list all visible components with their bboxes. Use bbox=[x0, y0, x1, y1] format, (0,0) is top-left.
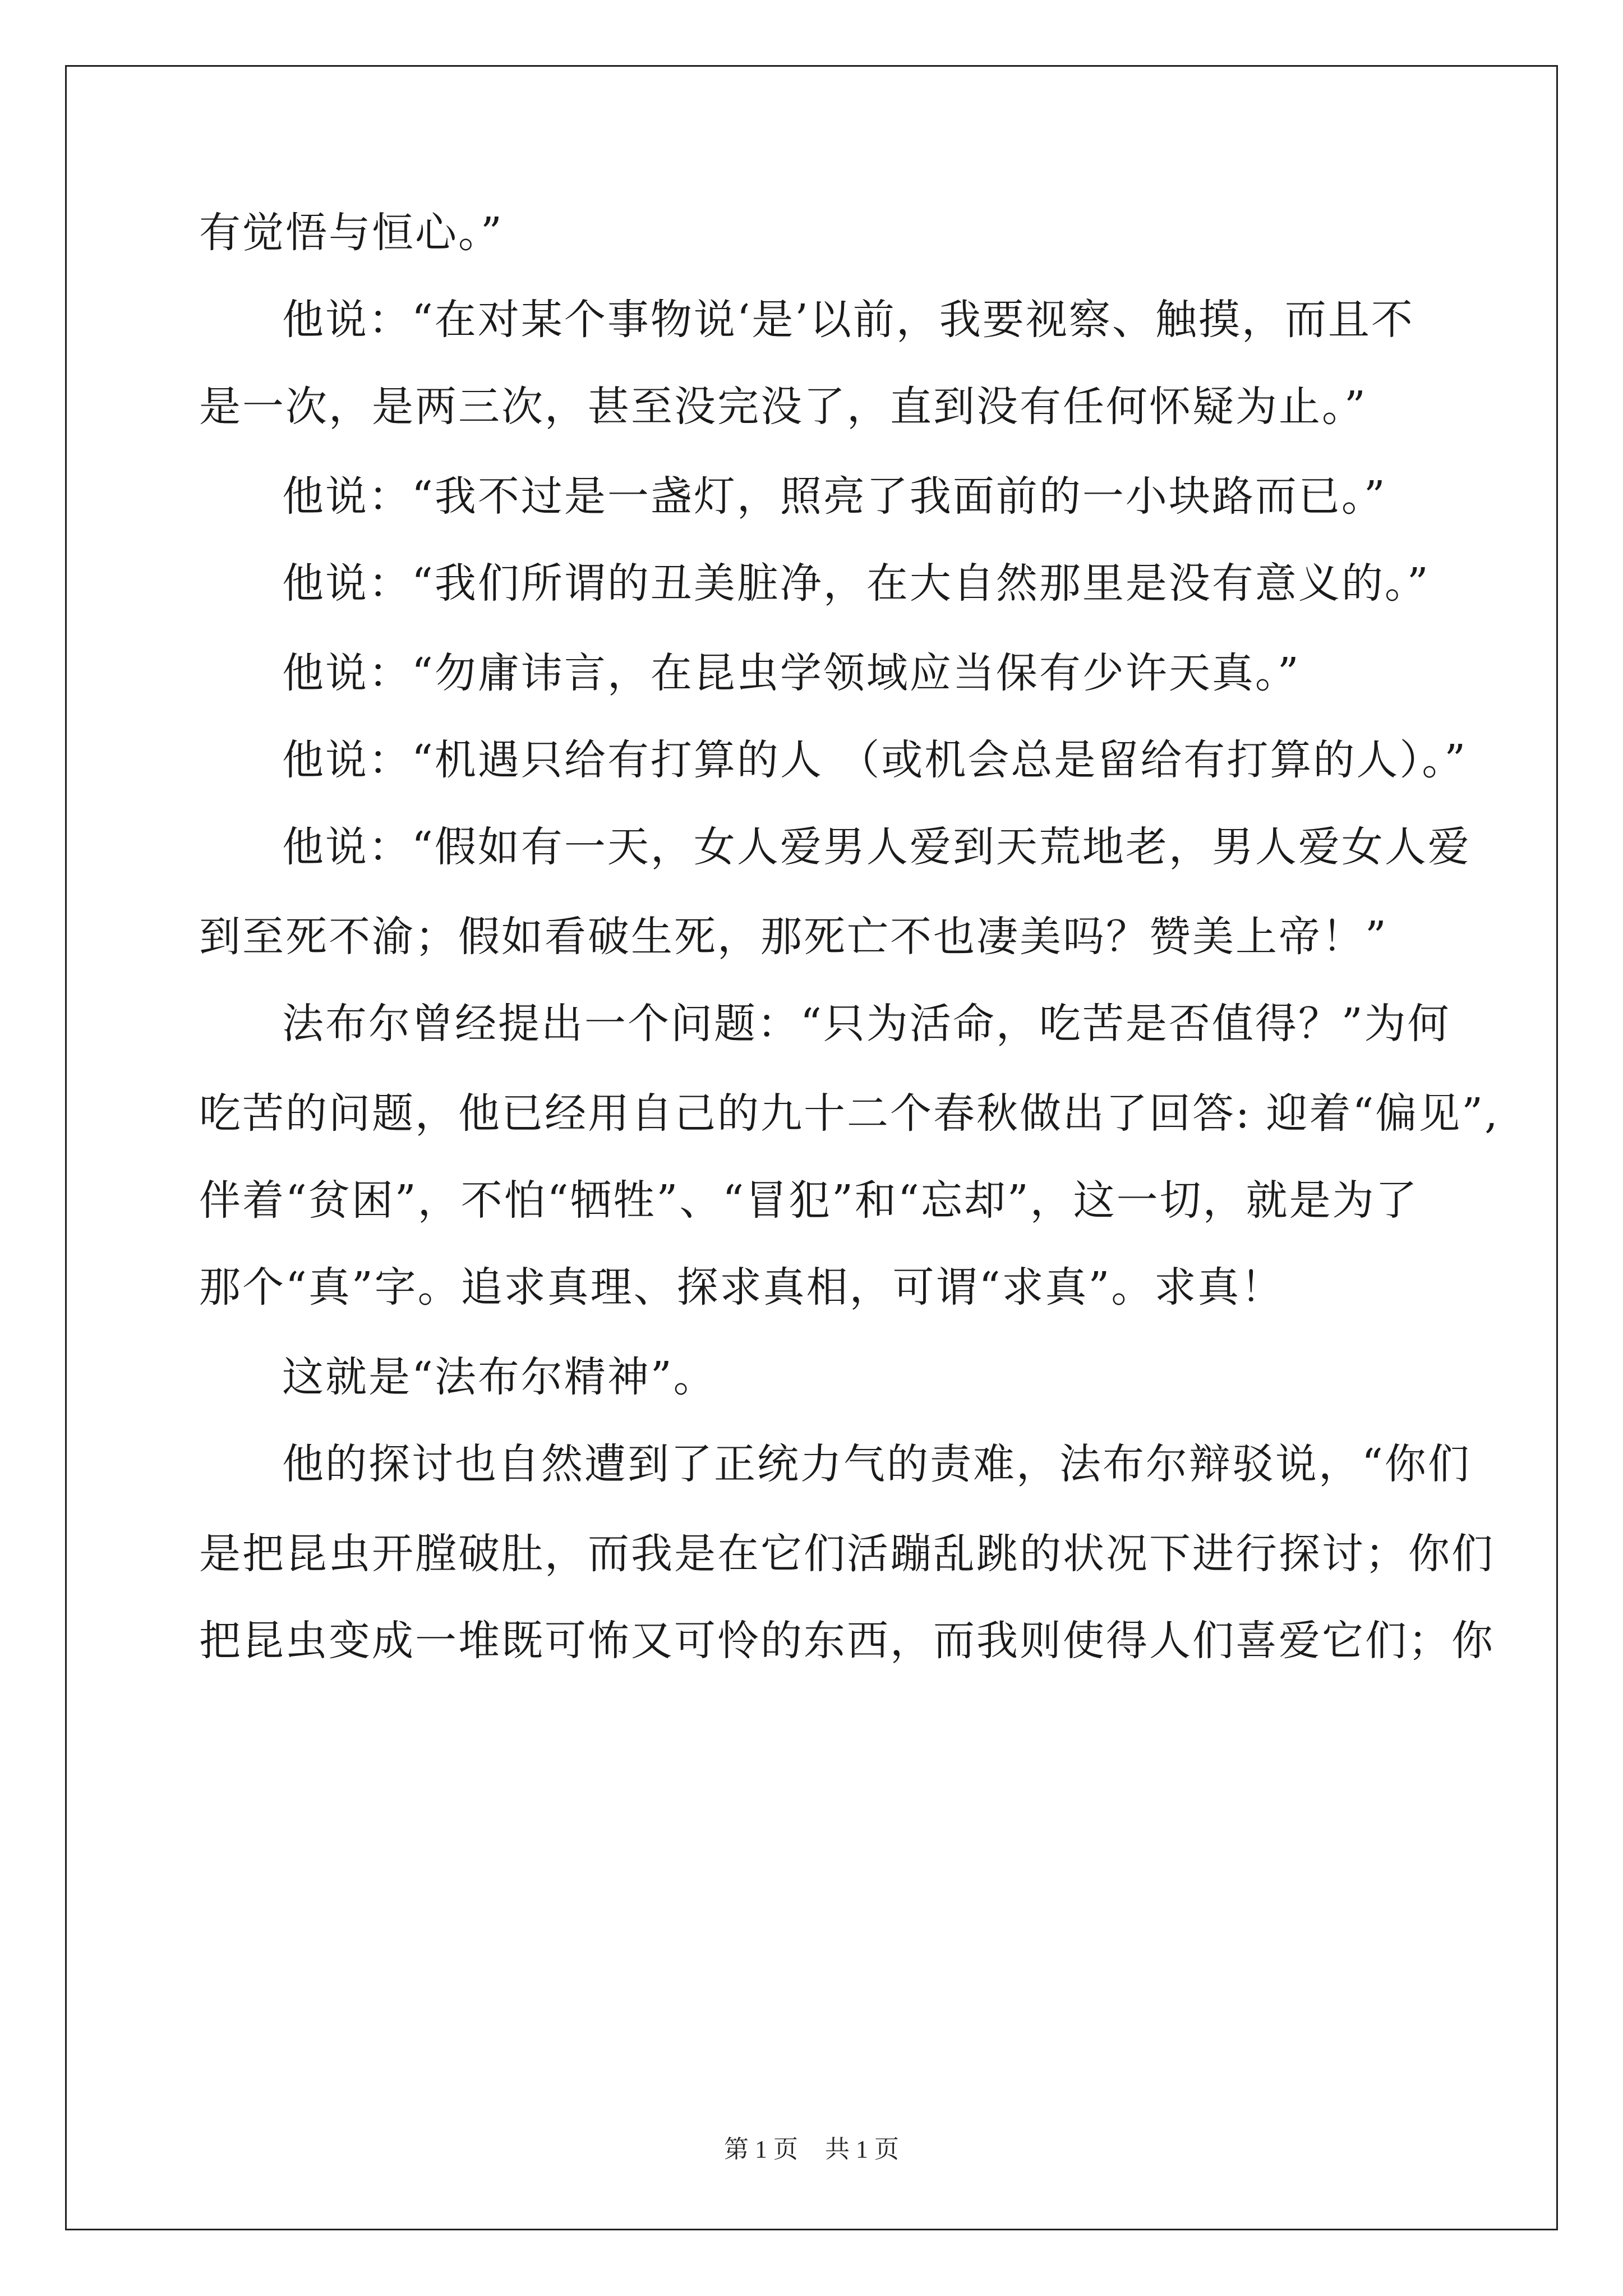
text-line: 他的探讨也自然遭到了正统力气的责难，法布尔辩驳说，“你们 bbox=[282, 1440, 1471, 1488]
text-line: 到至死不渝；假如看破生死，那死亡不也凄美吗？赞美上帝！” bbox=[199, 913, 1388, 961]
text-line: 有觉悟与恒心。” bbox=[199, 209, 504, 257]
text-line: 这就是“法布尔精神”。 bbox=[282, 1353, 717, 1401]
page-total: 共 1 页 bbox=[825, 2136, 899, 2163]
text-line: 他说：“在对某个事物说‘是’以前，我要视察、触摸，而且不 bbox=[282, 296, 1414, 344]
text-line: 他说：“勿庸讳言，在昆虫学领域应当保有少许天真。” bbox=[282, 649, 1301, 697]
text-line: 他说：“机遇只给有打算的人 （或机会总是留给有打算的人）。” bbox=[282, 736, 1468, 784]
text-line: 他说：“假如有一天，女人爱男人爱到天荒地老，男人爱女人爱 bbox=[282, 823, 1471, 871]
text-line: 法布尔曾经提出一个问题：“只为活命，吃苦是否值得？”为何 bbox=[282, 1000, 1451, 1048]
text-line: 吃苦的问题，他已经用自己的九十二个春秋做出了回答: 迎着“偏见”, bbox=[199, 1089, 1500, 1138]
page-number: 第 1 页 bbox=[724, 2136, 798, 2163]
page-footer bbox=[0, 2133, 1623, 2166]
text-line: 是把昆虫开膛破肚，而我是在它们活蹦乱跳的状况下进行探讨；你们 bbox=[199, 1530, 1495, 1578]
text-line: 他说：“我不过是一盏灯，照亮了我面前的一小块路而已。” bbox=[282, 472, 1387, 521]
text-line: 是一次，是两三次，甚至没完没了，直到没有任何怀疑为止。” bbox=[199, 383, 1367, 431]
text-line: 把昆虫变成一堆既可怖又可怜的东西，而我则使得人们喜爱它们；你 bbox=[199, 1617, 1495, 1665]
text-line: 他说：“我们所谓的丑美脏净，在大自然那里是没有意义的。” bbox=[282, 559, 1430, 608]
text-line: 那个“真”字。追求真理、探求真相，可谓“求真”。求真！ bbox=[199, 1263, 1284, 1312]
text-line: 伴着“贫困”，不怕“牺牲”、“冒犯”和“忘却”，这一切，就是为了 bbox=[199, 1176, 1419, 1225]
